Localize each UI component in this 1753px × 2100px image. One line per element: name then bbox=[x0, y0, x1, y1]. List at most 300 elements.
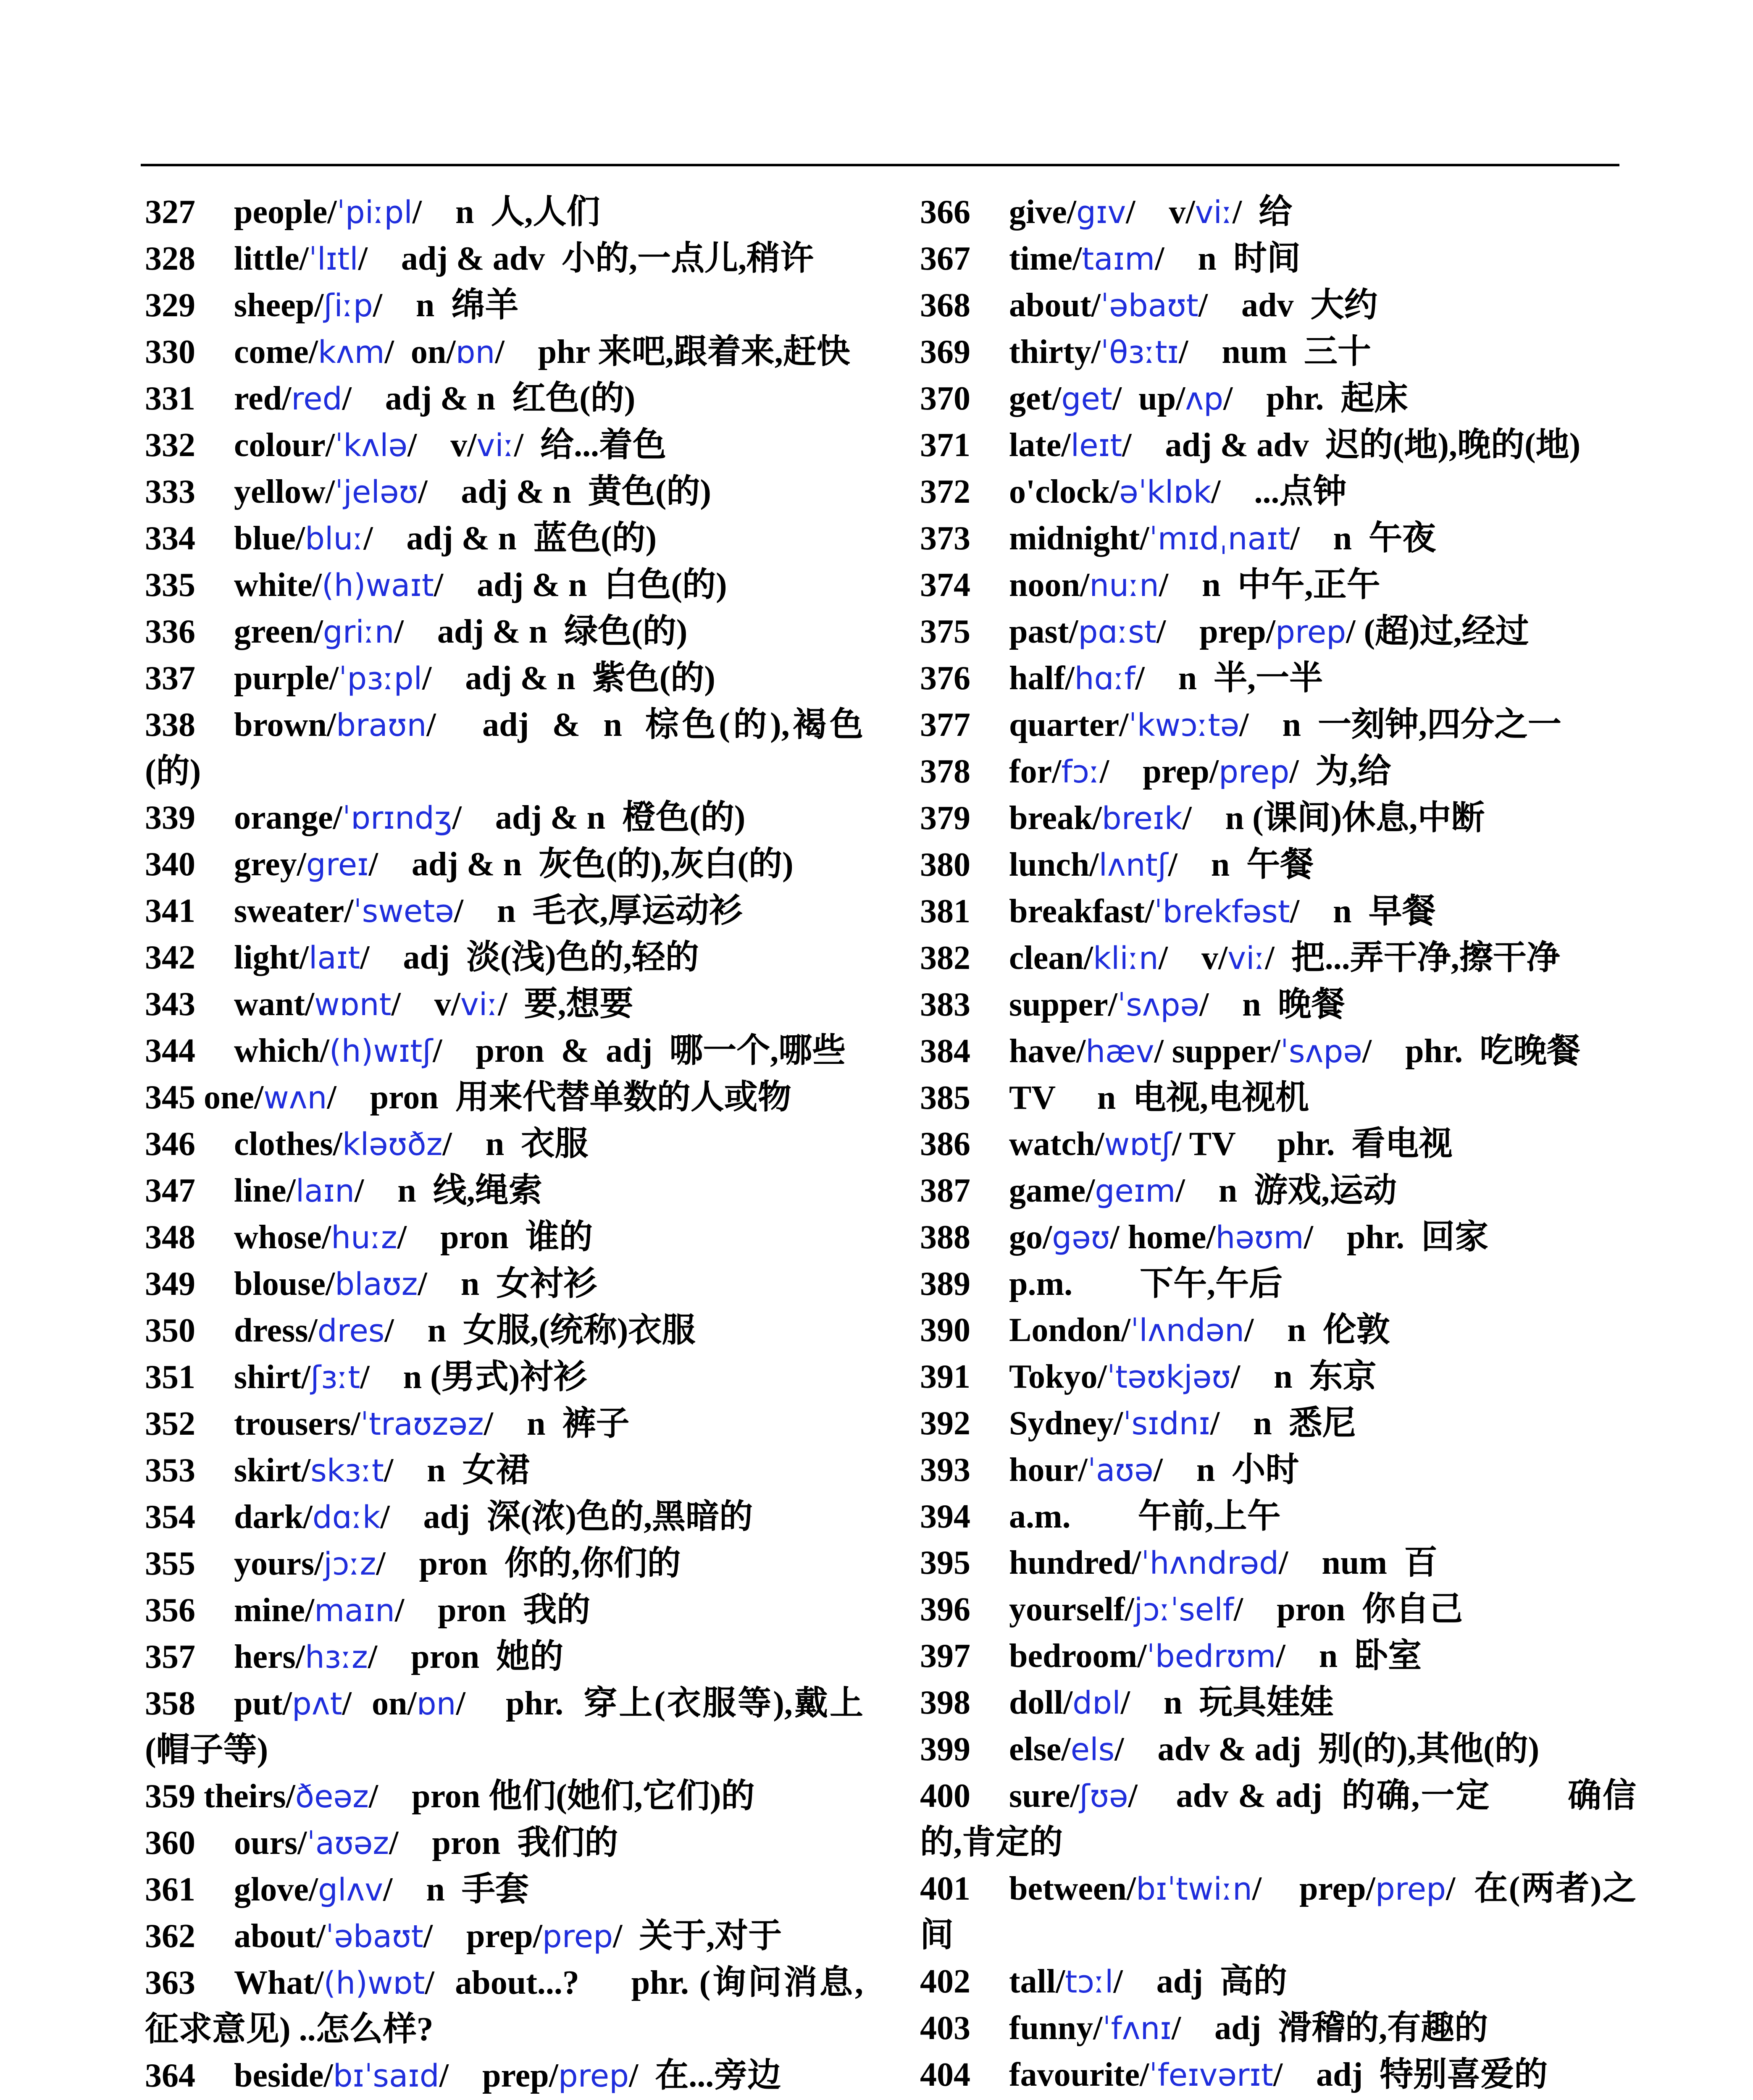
entry-number: 358 bbox=[145, 1685, 195, 1722]
entry-text: / n 东京 bbox=[1230, 1358, 1377, 1395]
entry-number: 352 bbox=[145, 1405, 195, 1442]
entry-text: tall/ bbox=[1009, 1963, 1065, 2000]
entry-number: 337 bbox=[145, 660, 195, 697]
entry-text: / pron 我的 bbox=[394, 1592, 591, 1629]
phonetic: ˈswetə bbox=[353, 893, 454, 929]
phonetic: ˈfʌnɪ bbox=[1102, 2011, 1172, 2047]
vocab-entry bbox=[145, 1960, 863, 2053]
phonetic: hɜːz bbox=[305, 1639, 368, 1675]
phonetic: viː bbox=[476, 428, 514, 464]
entry-text: hour/ bbox=[1009, 1452, 1088, 1488]
entry-number: 343 bbox=[145, 986, 195, 1023]
phonetic: ˈlɪtl bbox=[308, 241, 358, 277]
vocab-entry bbox=[145, 189, 863, 236]
vocab-entry bbox=[920, 329, 1636, 375]
vocab-entry bbox=[920, 1261, 1636, 1307]
entry-number: 330 bbox=[145, 333, 195, 370]
entry-text: beside/ bbox=[234, 2057, 333, 2094]
entry-text: / phr. 吃晚餐 bbox=[1362, 1033, 1581, 1070]
phonetic: huːz bbox=[331, 1220, 397, 1256]
entry-text: put/ bbox=[234, 1685, 292, 1722]
entry-text: / n 午夜 bbox=[1290, 520, 1436, 557]
entry-number: 342 bbox=[145, 939, 195, 976]
vocab-entry bbox=[145, 1447, 863, 1494]
vocab-entry bbox=[145, 1773, 863, 1820]
entry-text: blue/ bbox=[234, 520, 305, 557]
entry-number: 384 bbox=[920, 1033, 970, 1070]
entry-text: o'clock/ bbox=[1009, 473, 1120, 510]
entry-text: / pron 他们(她们,它们)的 bbox=[368, 1778, 755, 1815]
vocab-entry bbox=[920, 375, 1636, 422]
entry-number: 364 bbox=[145, 2057, 195, 2094]
vocab-entry bbox=[145, 375, 863, 422]
phonetic: kliːn bbox=[1093, 940, 1159, 976]
entry-number: 392 bbox=[920, 1405, 970, 1442]
entry-text: light/ bbox=[234, 939, 309, 976]
entry-number: 377 bbox=[920, 706, 970, 743]
entry-number: 394 bbox=[920, 1498, 970, 1535]
phonetic: get bbox=[1061, 381, 1112, 417]
entry-text: What/ bbox=[234, 1964, 324, 2001]
phonetic: leɪt bbox=[1070, 428, 1122, 464]
entry-text: bedroom/ bbox=[1009, 1638, 1147, 1675]
phonetic: ˈmɪdˌnaɪt bbox=[1149, 521, 1290, 557]
vocab-entry bbox=[145, 1494, 863, 1541]
vocab-entry bbox=[145, 841, 863, 888]
vocab-entry bbox=[145, 282, 863, 329]
entry-text: / 给...着色 bbox=[514, 427, 667, 464]
phonetic: pɑːst bbox=[1078, 614, 1156, 650]
phonetic: braʊn bbox=[336, 707, 427, 743]
entry-text: / adj & n 棕色(的),褐色(的) bbox=[145, 706, 863, 790]
vocab-entry bbox=[920, 655, 1636, 702]
entry-number: 329 bbox=[145, 287, 195, 324]
phonetic: ˈθɜːtɪ bbox=[1100, 334, 1179, 370]
entry-text: / v/ bbox=[391, 986, 461, 1023]
phonetic: laɪt bbox=[308, 940, 360, 976]
entry-text: / pron 谁的 bbox=[397, 1219, 593, 1256]
vocab-entry bbox=[145, 1074, 863, 1121]
entry-text: funny/ bbox=[1009, 2010, 1103, 2047]
vocab-entry bbox=[145, 1354, 863, 1401]
vocab-entry bbox=[920, 1540, 1636, 1586]
entry-text: / n 女衬衫 bbox=[418, 1265, 597, 1302]
vocab-entry bbox=[920, 1168, 1636, 1214]
phonetic: kləʊðz bbox=[342, 1126, 443, 1163]
phonetic: ˈpiːpl bbox=[336, 194, 413, 231]
entry-text: / supper/ bbox=[1154, 1033, 1280, 1070]
phonetic: (h)waɪt bbox=[321, 567, 434, 604]
entry-text: / adj & n 橙色(的) bbox=[452, 799, 746, 836]
vocab-entry bbox=[920, 1773, 1636, 1866]
phonetic: jɔːˈself bbox=[1134, 1592, 1234, 1628]
entry-text: blouse/ bbox=[234, 1265, 335, 1302]
entry-text: / adj 滑稽的,有趣的 bbox=[1171, 2010, 1488, 2047]
vocab-entry bbox=[920, 702, 1636, 748]
entry-number: 401 bbox=[920, 1870, 970, 1907]
entry-text: / n 卧室 bbox=[1276, 1638, 1422, 1675]
entry-number: 327 bbox=[145, 194, 195, 231]
entry-text: white/ bbox=[234, 567, 322, 604]
vocab-entry bbox=[145, 655, 863, 702]
phonetic: (h)wɒt bbox=[323, 1965, 425, 2001]
phonetic: wʌn bbox=[263, 1080, 327, 1116]
entry-text: between/ bbox=[1009, 1870, 1136, 1907]
entry-text: / v/ bbox=[1126, 194, 1195, 231]
entry-text: / adv & adj 的确,一定 确信的,肯定的 bbox=[920, 1777, 1636, 1861]
phonetic: geɪm bbox=[1095, 1173, 1176, 1209]
vocab-entry bbox=[145, 1401, 863, 1447]
phonetic: blaʊz bbox=[335, 1266, 418, 1302]
entry-text: / pron & adj 哪一个,哪些 bbox=[433, 1032, 846, 1069]
phonetic: ˈsʌpə bbox=[1117, 987, 1200, 1023]
entry-text: shirt/ bbox=[234, 1359, 311, 1396]
entry-text: / adv 大约 bbox=[1198, 287, 1378, 324]
phonetic: ˈtraʊzəz bbox=[360, 1406, 484, 1442]
entry-text: / adj & n 绿色(的) bbox=[394, 613, 688, 650]
phonetic: red bbox=[291, 381, 342, 417]
vocab-entry bbox=[920, 1121, 1636, 1168]
entry-number: 383 bbox=[920, 986, 970, 1023]
phonetic: prep bbox=[1219, 754, 1290, 790]
vocab-entry bbox=[920, 1354, 1636, 1400]
entry-text: / n 悉尼 bbox=[1210, 1405, 1356, 1442]
vocab-entry bbox=[145, 469, 863, 515]
phonetic: ʌp bbox=[1185, 381, 1224, 417]
phonetic: hæv bbox=[1085, 1034, 1154, 1070]
entry-number: 369 bbox=[920, 333, 970, 370]
entry-text: line/ bbox=[234, 1172, 296, 1209]
entry-number: 387 bbox=[920, 1172, 970, 1209]
entry-number: 366 bbox=[920, 194, 970, 231]
entry-text: break/ bbox=[1009, 800, 1102, 837]
entry-text: hers/ bbox=[234, 1638, 305, 1675]
phonetic: ˈkʌlə bbox=[334, 428, 408, 464]
phonetic: ˈɒrɪndʒ bbox=[342, 800, 452, 836]
entry-text: / n 中午,正午 bbox=[1159, 567, 1380, 604]
entry-text: have/ bbox=[1009, 1033, 1086, 1070]
entry-text: / v/ bbox=[1158, 940, 1228, 976]
entry-text: / n 裤子 bbox=[484, 1405, 630, 1442]
entry-number: 350 bbox=[145, 1312, 195, 1349]
vocab-entry bbox=[920, 469, 1636, 515]
entry-text: / prep/ bbox=[1100, 753, 1219, 790]
entry-text: supper/ bbox=[1009, 986, 1117, 1023]
entry-number: 362 bbox=[145, 1918, 195, 1955]
phonetic: həʊm bbox=[1215, 1220, 1304, 1256]
entry-text: dark/ bbox=[234, 1499, 313, 1536]
entry-number: 404 bbox=[920, 2056, 970, 2093]
vocab-entry bbox=[145, 562, 863, 609]
entry-text: else/ bbox=[1009, 1731, 1071, 1768]
vocab-entry bbox=[920, 1307, 1636, 1354]
entry-text: / n (课间)休息,中断 bbox=[1182, 800, 1485, 837]
entry-text: a.m. 午前,上午 bbox=[1009, 1498, 1281, 1535]
entry-text: / ...点钟 bbox=[1211, 473, 1347, 510]
phonetic: ˈbrekfəst bbox=[1154, 894, 1290, 930]
entry-text: yellow/ bbox=[234, 473, 335, 510]
entry-number: 400 bbox=[920, 1777, 970, 1814]
entry-number: 397 bbox=[920, 1638, 970, 1675]
phonetic: viː bbox=[1227, 940, 1265, 976]
vocab-entry bbox=[145, 1913, 863, 1960]
vocab-entry bbox=[920, 1447, 1636, 1494]
entry-text: trousers/ bbox=[234, 1405, 360, 1442]
entry-text: / adj & n 紫色(的) bbox=[422, 660, 715, 697]
entry-number: 374 bbox=[920, 567, 970, 604]
vocab-entry bbox=[145, 422, 863, 469]
phonetic: dɑːk bbox=[312, 1499, 381, 1536]
entry-text: / n 早餐 bbox=[1290, 893, 1436, 930]
entry-text: / pron 用来代替单数的人或物 bbox=[327, 1079, 791, 1116]
entry-text: theirs/ bbox=[195, 1778, 295, 1815]
entry-text: / pron 你自己 bbox=[1233, 1591, 1463, 1628]
entry-number: 372 bbox=[920, 473, 970, 510]
entry-number: 355 bbox=[145, 1545, 195, 1582]
phonetic: prep bbox=[542, 1919, 613, 1955]
vocab-entry bbox=[920, 1680, 1636, 1726]
vocab-entry bbox=[145, 1587, 863, 1634]
phonetic: ɒn bbox=[416, 1686, 456, 1722]
vocab-entry bbox=[145, 702, 863, 795]
entry-number: 368 bbox=[920, 287, 970, 324]
entry-text: / adj 特别喜爱的 bbox=[1273, 2056, 1548, 2093]
vocab-entry bbox=[145, 1121, 863, 1168]
vocab-entry bbox=[145, 1634, 863, 1680]
entry-text: dress/ bbox=[234, 1312, 318, 1349]
phonetic: ɒn bbox=[455, 334, 495, 370]
entry-number: 331 bbox=[145, 380, 195, 417]
vocab-entry bbox=[920, 1958, 1636, 2005]
phonetic: ˈsɪdnɪ bbox=[1123, 1406, 1210, 1442]
vocab-entry bbox=[145, 1866, 863, 1913]
phonetic: bɪˈsaɪd bbox=[333, 2058, 439, 2094]
entry-text: / n 女裙 bbox=[384, 1452, 530, 1489]
phonetic: ˈəbaʊt bbox=[325, 1919, 423, 1955]
entry-text: / v/ bbox=[407, 427, 477, 464]
entry-text: / prep/ bbox=[1156, 613, 1275, 650]
entry-text: / pron 你的,你们的 bbox=[376, 1545, 681, 1582]
header-rule bbox=[141, 164, 1619, 166]
phonetic: fɔː bbox=[1061, 754, 1100, 790]
entry-text: / prep/ bbox=[439, 2057, 558, 2094]
phonetic: taɪm bbox=[1082, 241, 1155, 277]
entry-text: / adj & n 黄色(的) bbox=[418, 473, 711, 510]
phonetic: viː bbox=[1195, 194, 1233, 231]
phonetic: pʌt bbox=[292, 1686, 342, 1722]
entry-text: watch/ bbox=[1009, 1126, 1104, 1163]
entry-text: / 在...旁边 bbox=[629, 2057, 781, 2094]
entry-text: past/ bbox=[1009, 613, 1078, 650]
entry-number: 341 bbox=[145, 892, 195, 929]
entry-text: doll/ bbox=[1009, 1684, 1073, 1721]
entry-text: about/ bbox=[1009, 287, 1101, 324]
entry-text: / 为,给 bbox=[1289, 753, 1391, 790]
phonetic: maɪn bbox=[314, 1593, 395, 1629]
vocab-entry bbox=[920, 982, 1636, 1028]
vocab-entry bbox=[920, 1586, 1636, 1633]
entry-number: 391 bbox=[920, 1358, 970, 1395]
entry-text: Tokyo/ bbox=[1009, 1358, 1107, 1395]
entry-text: / pron 她的 bbox=[368, 1638, 564, 1675]
entry-text: / phr. 起床 bbox=[1223, 380, 1408, 417]
vocab-entry bbox=[145, 1168, 863, 1214]
entry-text: ours/ bbox=[234, 1824, 307, 1861]
entry-text: one/ bbox=[195, 1079, 264, 1116]
entry-text: / (超)过,经过 bbox=[1346, 613, 1529, 650]
entry-text: / n (男式)衬衫 bbox=[360, 1359, 587, 1396]
entry-text: colour/ bbox=[234, 427, 335, 464]
entry-number: 376 bbox=[920, 660, 970, 697]
phonetic: ˈkwɔːtə bbox=[1128, 707, 1240, 743]
entry-text: / n 绵羊 bbox=[373, 287, 519, 324]
vocab-entry bbox=[145, 1028, 863, 1074]
vocab-entry bbox=[920, 888, 1636, 935]
phonetic: dɒl bbox=[1072, 1685, 1121, 1721]
vocab-entry bbox=[920, 1400, 1636, 1447]
entry-number: 403 bbox=[920, 2010, 970, 2047]
entry-text: / n 晚餐 bbox=[1199, 986, 1345, 1023]
entry-text: / on/ bbox=[384, 333, 456, 370]
phonetic: ʃɜːt bbox=[310, 1360, 360, 1396]
entry-number: 334 bbox=[145, 520, 195, 557]
vocab-entry bbox=[145, 609, 863, 655]
entry-text: / 把...弄干净,擦干净 bbox=[1265, 940, 1560, 976]
phonetic: hɑːf bbox=[1074, 661, 1135, 697]
vocab-entry bbox=[145, 934, 863, 981]
phonetic: els bbox=[1070, 1732, 1115, 1768]
entry-number: 361 bbox=[145, 1871, 195, 1908]
phonetic: ðeəz bbox=[295, 1779, 369, 1815]
entry-number: 393 bbox=[920, 1452, 970, 1488]
entry-number: 349 bbox=[145, 1265, 195, 1302]
entry-text: purple/ bbox=[234, 660, 339, 697]
entry-text: / n 时间 bbox=[1155, 240, 1301, 277]
entry-text: sure/ bbox=[1009, 1777, 1080, 1814]
vocab-entry bbox=[145, 515, 863, 562]
entry-text: / num 三十 bbox=[1179, 333, 1372, 370]
entry-number: 402 bbox=[920, 1963, 970, 2000]
phonetic: əˈklɒk bbox=[1119, 474, 1212, 510]
entry-number: 333 bbox=[145, 473, 195, 510]
entry-text: / phr. 回家 bbox=[1304, 1219, 1489, 1256]
entry-number: 396 bbox=[920, 1591, 970, 1628]
entry-text: / 关于,对于 bbox=[613, 1918, 782, 1955]
phonetic: ˈpɜːpl bbox=[338, 661, 423, 697]
phonetic: bɪˈtwiːn bbox=[1136, 1871, 1252, 1907]
entry-text: / n 半,一半 bbox=[1135, 660, 1323, 697]
vocab-entry bbox=[920, 236, 1636, 282]
entry-text: / home/ bbox=[1110, 1219, 1216, 1256]
vocab-entry bbox=[145, 1541, 863, 1587]
entry-text: hundred/ bbox=[1009, 1544, 1141, 1581]
entry-text: / on/ bbox=[342, 1685, 417, 1722]
entry-text: / phr 来吧,跟着来,赶快 bbox=[495, 333, 850, 370]
vocab-entry bbox=[145, 1820, 863, 1866]
vocab-entry bbox=[920, 2098, 1636, 2100]
phonetic: glʌv bbox=[318, 1872, 384, 1908]
entry-number: 370 bbox=[920, 380, 970, 417]
entry-text: / n 手套 bbox=[383, 1871, 529, 1908]
entry-text: half/ bbox=[1009, 660, 1075, 697]
vocab-entry bbox=[920, 189, 1636, 236]
vocab-entry bbox=[920, 1075, 1636, 1121]
entry-text: late/ bbox=[1009, 427, 1071, 464]
entry-text: lunch/ bbox=[1009, 846, 1099, 883]
entry-number: 347 bbox=[145, 1172, 195, 1209]
entry-text: orange/ bbox=[234, 799, 342, 836]
entry-number: 357 bbox=[145, 1638, 195, 1675]
vocab-entry bbox=[920, 1866, 1636, 1958]
entry-text: mine/ bbox=[234, 1592, 315, 1629]
vocab-entry bbox=[920, 748, 1636, 795]
entry-text: noon/ bbox=[1009, 567, 1090, 604]
entry-text: London/ bbox=[1009, 1312, 1131, 1349]
entry-text: Sydney/ bbox=[1009, 1405, 1123, 1442]
entry-text: / n 游戏,运动 bbox=[1175, 1172, 1397, 1209]
vocab-entry bbox=[920, 795, 1636, 842]
entry-text: green/ bbox=[234, 613, 323, 650]
entry-number: 388 bbox=[920, 1219, 970, 1256]
phonetic: prep bbox=[558, 2058, 629, 2094]
phonetic: gɪv bbox=[1076, 194, 1126, 231]
entry-text: get/ bbox=[1009, 380, 1062, 417]
phonetic: ˈjeləʊ bbox=[334, 474, 418, 510]
vocab-entry bbox=[145, 1261, 863, 1307]
entry-text: breakfast/ bbox=[1009, 893, 1154, 930]
entry-text: skirt/ bbox=[234, 1452, 311, 1489]
vocab-entry bbox=[145, 236, 863, 282]
entry-number: 353 bbox=[145, 1452, 195, 1489]
entry-text: grey/ bbox=[234, 846, 306, 883]
entry-number: 340 bbox=[145, 846, 195, 883]
phonetic: wɒnt bbox=[314, 987, 392, 1023]
phonetic: nuːn bbox=[1089, 567, 1159, 604]
entry-text: quarter/ bbox=[1009, 706, 1129, 743]
entry-number: 346 bbox=[145, 1126, 195, 1163]
entry-text: clean/ bbox=[1009, 940, 1093, 976]
entry-text: which/ bbox=[234, 1032, 329, 1069]
phonetic: bluː bbox=[305, 521, 364, 557]
entry-number: 354 bbox=[145, 1499, 195, 1536]
entry-text: / prep/ bbox=[1252, 1870, 1375, 1907]
entry-number: 395 bbox=[920, 1544, 970, 1581]
phonetic: ˈəbaʊt bbox=[1100, 288, 1198, 324]
entry-text: time/ bbox=[1009, 240, 1082, 277]
entry-text: / adj 淡(浅)色的,轻的 bbox=[360, 939, 699, 976]
entry-text: / n 线,绳索 bbox=[355, 1172, 542, 1209]
entry-text: / n 玩具娃娃 bbox=[1120, 1684, 1334, 1721]
entry-number: 345 bbox=[145, 1079, 195, 1116]
entry-text: / n 一刻钟,四分之一 bbox=[1239, 706, 1561, 743]
entry-text: little/ bbox=[234, 240, 309, 277]
phonetic: greɪ bbox=[306, 847, 369, 883]
entry-text: about/ bbox=[234, 1918, 326, 1955]
vocab-entry bbox=[920, 935, 1636, 982]
vocab-column-left bbox=[145, 189, 863, 2100]
phonetic: ʃʊə bbox=[1079, 1778, 1128, 1814]
vocab-entry bbox=[920, 1494, 1636, 1540]
entry-number: 356 bbox=[145, 1592, 195, 1629]
entry-text: p.m. 下午,午后 bbox=[1009, 1265, 1283, 1302]
vocab-entry bbox=[145, 1214, 863, 1261]
entry-number: 359 bbox=[145, 1778, 195, 1815]
entry-text: come/ bbox=[234, 333, 318, 370]
entry-number: 399 bbox=[920, 1731, 970, 1768]
entry-text: / n 衣服 bbox=[442, 1126, 589, 1163]
entry-number: 390 bbox=[920, 1312, 970, 1349]
phonetic: jɔːz bbox=[323, 1546, 376, 1582]
